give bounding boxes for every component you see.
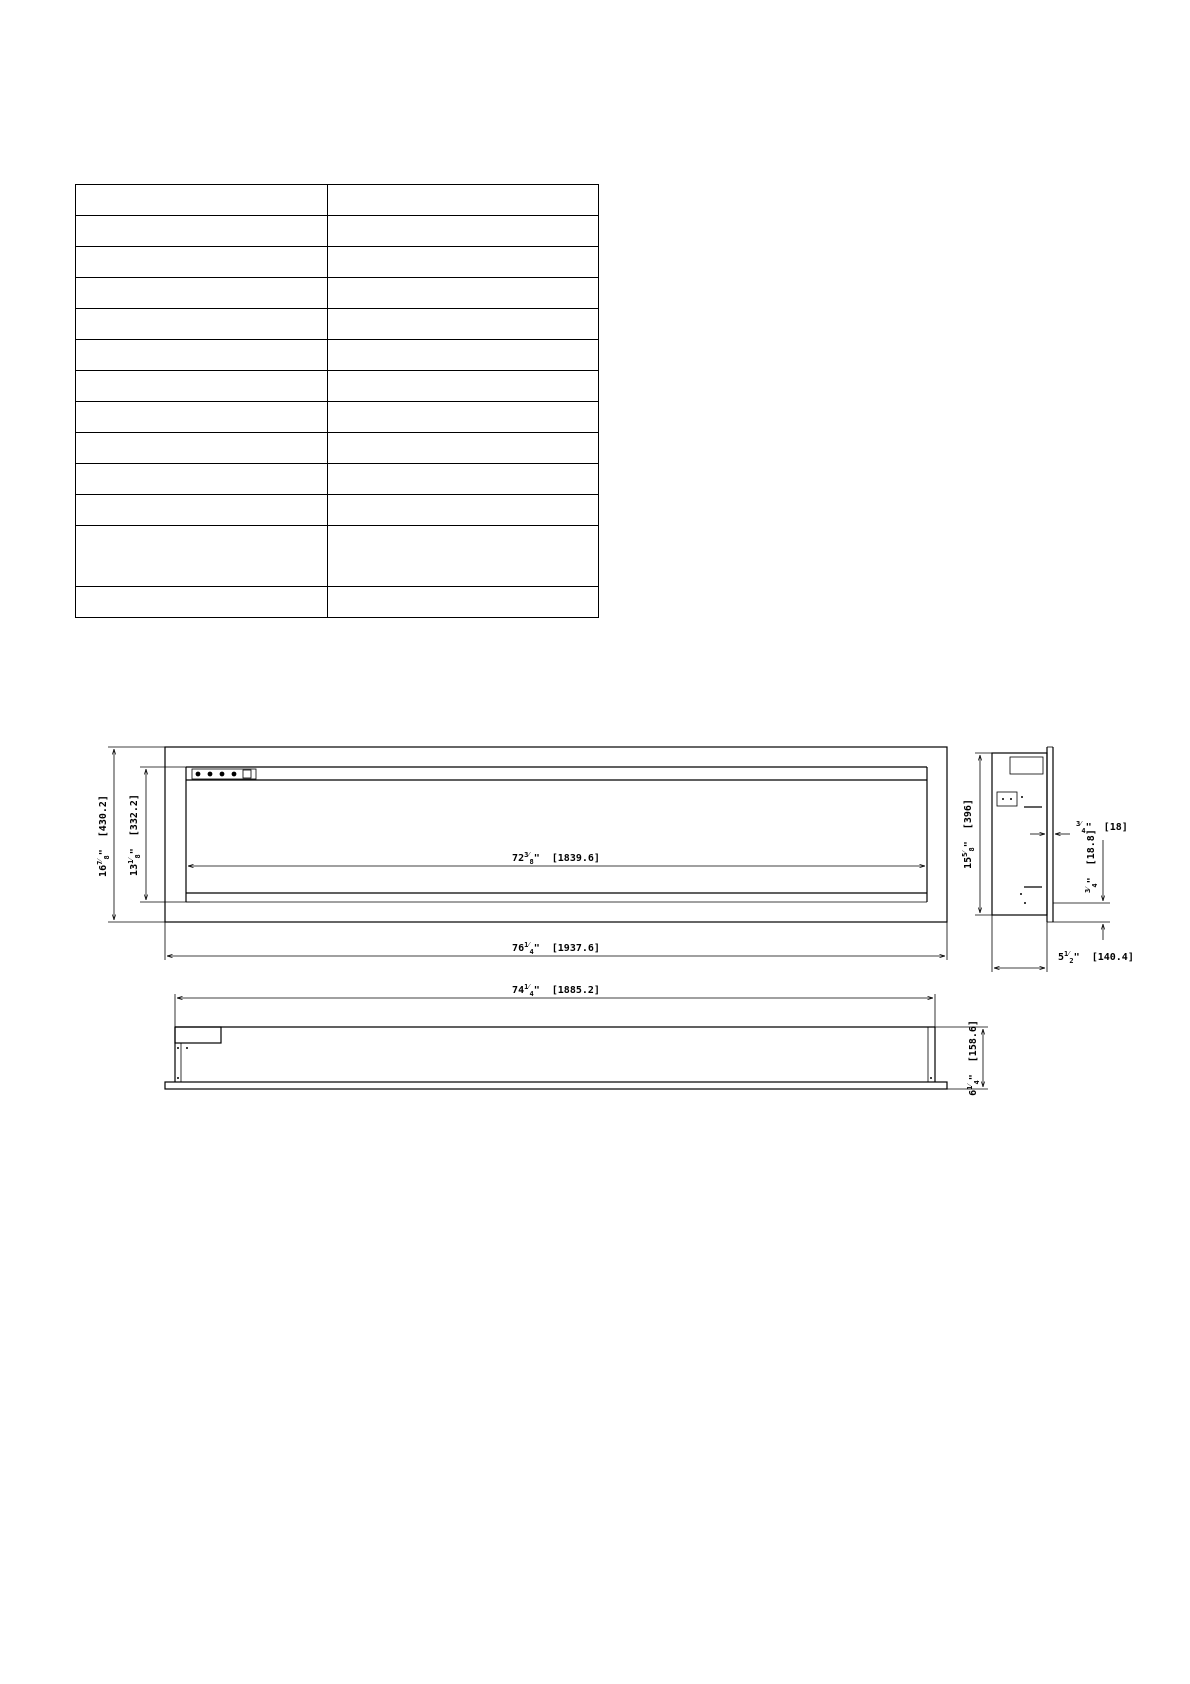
side-height-label — [961, 799, 976, 869]
top-front-flange — [165, 1082, 947, 1089]
dim-text-flange_top: $^3⁄_4$" [18] — [1076, 820, 1128, 835]
flange-bottom-label — [1084, 829, 1099, 893]
control-button-icon — [208, 772, 213, 777]
side-electrical-box — [997, 792, 1017, 806]
top-mount-point-icon — [177, 1047, 179, 1049]
control-panel — [192, 769, 256, 779]
dim-text-inner_width: $72^3⁄_8$" [1839.6] — [512, 851, 600, 866]
dim-text-top_depth: $6^1⁄_4$" [158.6] — [966, 1020, 981, 1096]
top-junction-box — [175, 1027, 221, 1043]
dim-text-side_height: $15^5⁄_8$" [396] — [961, 799, 976, 869]
side-mount-point-icon — [1002, 798, 1004, 800]
top-mount-point-icon — [930, 1077, 932, 1079]
front-outer-frame — [165, 747, 947, 922]
top-view — [165, 983, 988, 1096]
control-button-icon — [220, 772, 225, 777]
side-mount-point-icon — [1010, 798, 1012, 800]
inner-height-label — [127, 794, 142, 876]
side-mount-point-icon — [1021, 796, 1023, 798]
control-button-icon — [232, 772, 237, 777]
dim-text-overall_height: $16^7⁄_8$" [430.2] — [96, 795, 111, 877]
side-mount-point-icon — [1024, 902, 1026, 904]
front-view — [96, 747, 947, 960]
dim-text-flange_bottom: $^3⁄_4$" [18.8] — [1084, 829, 1099, 893]
side-mount-point-icon — [1020, 893, 1022, 895]
top-depth-label — [966, 1020, 981, 1096]
top-mount-point-icon — [177, 1077, 179, 1079]
top-mount-point-icon — [186, 1047, 188, 1049]
dim-text-overall_width: $76^1⁄_4$" [1937.6] — [512, 941, 600, 956]
dim-text-top_width: $74^1⁄_4$" [1885.2] — [512, 983, 600, 998]
side-view — [961, 747, 1134, 972]
side-vent-slot — [1010, 757, 1043, 774]
power-switch-icon — [243, 770, 251, 778]
dim-text-inner_height: $13^1⁄_8$" [332.2] — [127, 794, 142, 876]
control-button-icon — [196, 772, 201, 777]
overall-height-label — [96, 795, 111, 877]
dim-text-depth: $5^1⁄_2$" [140.4] — [1058, 950, 1134, 965]
